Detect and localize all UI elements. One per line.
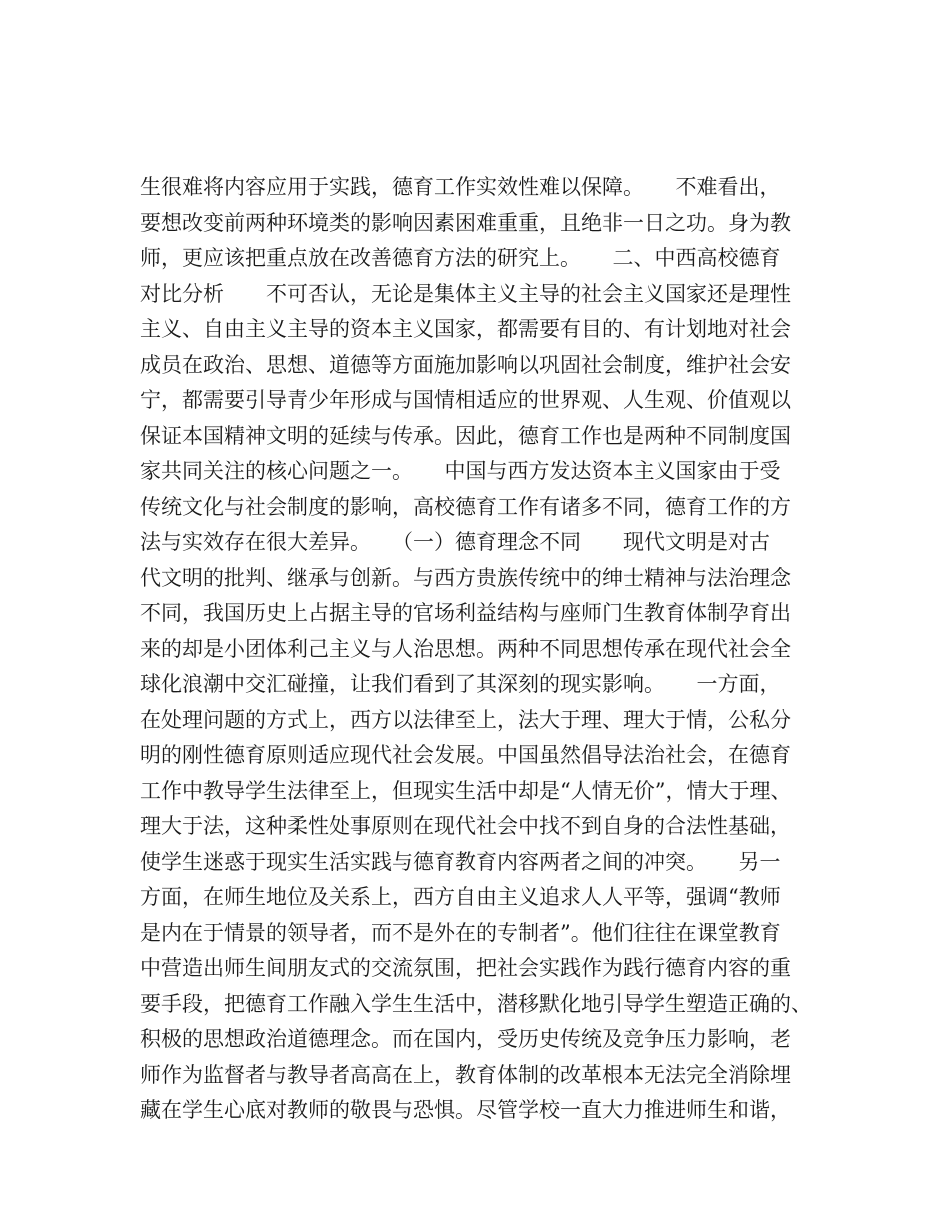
text-line: 球化浪潮中交汇碰撞，让我们看到了其深刻的现实影响。 一方面，: [140, 672, 781, 696]
text-line: 是内在于情景的领导者，而不是外在的专制者”。他们往往在课堂教育: [140, 920, 781, 945]
body-text: [140, 170, 820, 1129]
text-line: 保证本国精神文明的延续与传承。因此，德育工作也是两种不同制度国: [140, 423, 791, 448]
text-line: 中营造出师生间朋友式的交流氛围，把社会实践作为践行德育内容的重: [140, 956, 791, 980]
text-line: 师作为监督者与教导者高高在上，教育体制的改革根本无法完全消除埋: [140, 1062, 791, 1087]
text-line: 理大于法，这种柔性处事原则在现代社会中找不到自身的合法性基础，: [140, 814, 791, 838]
text-line: 来的却是小团体利己主义与人治思想。两种不同思想传承在现代社会全: [140, 636, 791, 661]
text-line: 在处理问题的方式上，西方以法律至上，法大于理、理大于情，公私分: [140, 707, 791, 732]
text-line: 师，更应该把重点放在改善德育方法的研究上。 二、中西高校德育: [140, 246, 781, 270]
text-line: 使学生迷惑于现实生活实践与德育教育内容两者之间的冲突。 另一: [140, 849, 781, 874]
text-line: 工作中教导学生法律至上，但现实生活中却是“人情无价”，情大于理、: [140, 778, 792, 803]
text-line: 要手段，把德育工作融入学生生活中，潜移默化地引导学生塑造正确的、: [140, 991, 812, 1016]
text-line: 要想改变前两种环境类的影响因素困难重重，且绝非一日之功。身为教: [140, 210, 791, 235]
text-line: 方面，在师生地位及关系上，西方自由主义追求人人平等，强调“教师: [140, 885, 781, 909]
text-line: 家共同关注的核心问题之一。 中国与西方发达资本主义国家由于受: [140, 459, 781, 483]
text-line: 成员在政治、思想、道德等方面施加影响以巩固社会制度，维护社会安: [140, 352, 791, 377]
text-line: 明的刚性德育原则适应现代社会发展。中国虽然倡导法治社会，在德育: [140, 743, 791, 767]
text-line: 对比分析 不可否认，无论是集体主义主导的社会主义国家还是理性: [140, 281, 791, 306]
text-line: 法与实效存在很大差异。 （一）德育理念不同 现代文明是对古: [140, 530, 770, 554]
text-line: 主义、自由主义主导的资本主义国家，都需要有目的、有计划地对社会: [140, 317, 791, 341]
text-line: 藏在学生心底对教师的敬畏与恐惧。尽管学校一直大力推进师生和谐，: [140, 1098, 791, 1122]
text-line: 不同，我国历史上占据主导的官场利益结构与座师门生教育体制孕育出: [140, 601, 791, 625]
text-line: 积极的思想政治道德理念。而在国内，受历史传统及竞争压力影响，老: [140, 1027, 791, 1051]
text-line: 生很难将内容应用于实践，德育工作实效性难以保障。 不难看出，: [140, 175, 781, 199]
text-line: 传统文化与社会制度的影响，高校德育工作有诸多不同，德育工作的方: [140, 494, 791, 519]
text-line: 代文明的批判、继承与创新。与西方贵族传统中的绅士精神与法治理念: [140, 565, 791, 590]
text-line: 宁，都需要引导青少年形成与国情相适应的世界观、人生观、价值观以: [140, 388, 791, 412]
